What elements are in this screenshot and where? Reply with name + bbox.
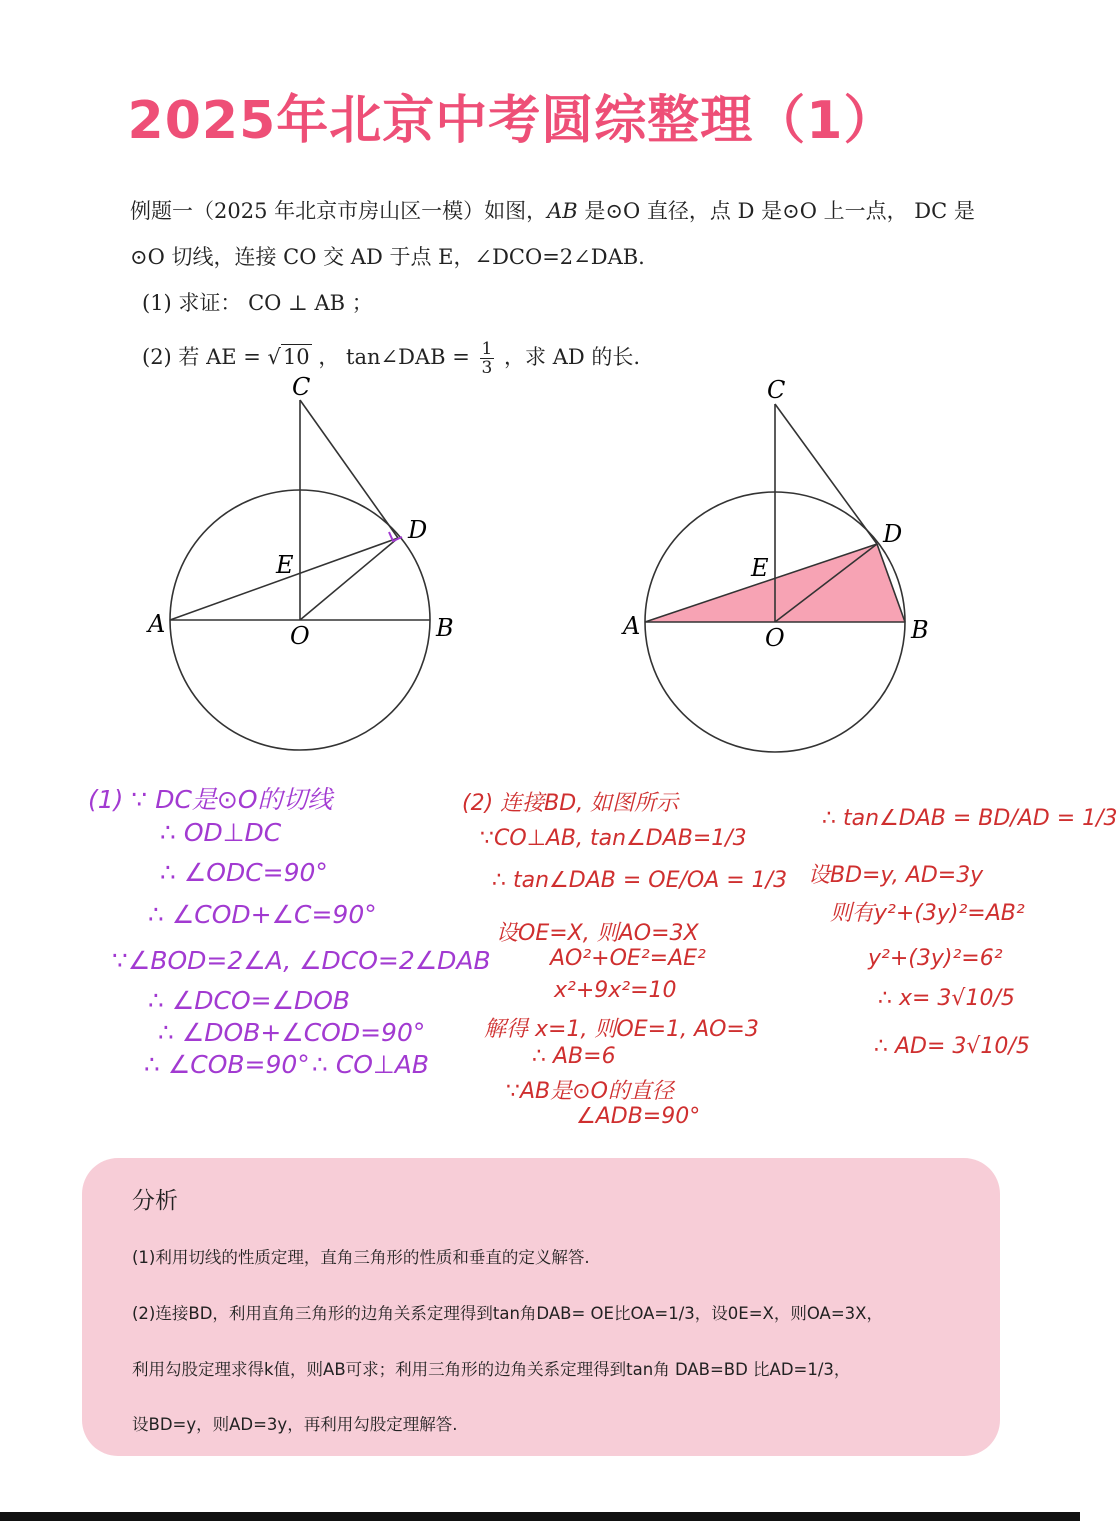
analysis-point-2: (2)连接BD，利用直角三角形的边角关系定理得到tan角DAB= OE比OA=1/3，设0E=X，则OA=3X， bbox=[132, 1304, 883, 1323]
label-a: A bbox=[148, 610, 166, 638]
problem-line-2: ⊙O 切线，连接 CO 交 AD 于点 E，∠DCO=2∠DAB. bbox=[130, 245, 645, 269]
question-2: (2) 若 AE = √10 ， tan∠DAB = $\frac{1}{3}$ ，求 AD 的长. bbox=[142, 339, 641, 378]
label-c: C bbox=[767, 376, 786, 404]
page-title: 2025年北京中考圆综整理（1） bbox=[127, 91, 897, 151]
segment-od bbox=[300, 538, 398, 620]
solution1-line: ∴ ∠COD+∠C=90° bbox=[148, 900, 377, 929]
solution1-line: ∵∠BOD=2∠A, ∠DCO=2∠DAB bbox=[112, 946, 491, 975]
label-d: D bbox=[408, 516, 428, 544]
analysis-box bbox=[82, 1158, 1000, 1456]
solution2-line: (2) 连接BD, 如图所示 bbox=[462, 791, 679, 816]
solution2b-line: 设BD=y, AD=3y bbox=[808, 863, 984, 888]
solution2b-line: 则有y²+(3y)²=AB² bbox=[830, 901, 1025, 926]
solution2-line: 设OE=X, 则AO=3X bbox=[496, 921, 699, 946]
label-b: B bbox=[436, 614, 454, 642]
solution2-line: AO²+OE²=AE² bbox=[550, 946, 706, 971]
problem-line-1: 例题一（2025 年北京市房山区一模）如图，AB 是⊙O 直径，点 D 是⊙O 上一点， DC 是 bbox=[130, 199, 975, 223]
solution1-line: ∴ ∠COB=90° bbox=[144, 1050, 310, 1079]
tangent-cd bbox=[775, 404, 877, 544]
solution1-line: ∴ ∠DOB+∠COD=90° bbox=[158, 1018, 426, 1047]
solution1-line: ∴ ∠ODC=90° bbox=[160, 858, 328, 887]
tangent-cd bbox=[300, 400, 398, 538]
solution2-line: ∴ AB=6 bbox=[532, 1044, 616, 1069]
label-e: E bbox=[751, 554, 769, 582]
solution2b-line: ∴ x= 3√10/5 bbox=[878, 986, 1015, 1011]
solution2b-line: ∴ tan∠DAB = BD/AD = 1/3 bbox=[822, 806, 1118, 831]
solution1-line: ∴ OD⊥DC bbox=[160, 818, 282, 847]
solution1-line: ∴ ∠DCO=∠DOB bbox=[148, 986, 351, 1015]
figure-2 bbox=[615, 372, 955, 762]
analysis-point-3: 利用勾股定理求得k值，则AB可求；利用三角形的边角关系定理得到tan角 DAB=BD 比AD=1/3， bbox=[132, 1360, 851, 1379]
fraction: $\frac{1}{3}$ bbox=[481, 339, 493, 378]
sqrt-value: 10 bbox=[282, 345, 310, 369]
analysis-point-1: (1)利用切线的性质定理，直角三角形的性质和垂直的定义解答. bbox=[132, 1248, 590, 1267]
label-o: O bbox=[765, 624, 785, 652]
label-b: B bbox=[911, 616, 929, 644]
problem-statement bbox=[130, 188, 990, 380]
solution1-line: ∴ CO⊥AB bbox=[312, 1050, 430, 1079]
label-a: A bbox=[623, 612, 641, 640]
label-o: O bbox=[290, 622, 310, 650]
solution2-line: ∵AB是⊙O的直径 bbox=[506, 1079, 674, 1104]
bottom-bar bbox=[0, 1512, 1080, 1521]
label-c: C bbox=[292, 373, 311, 401]
solution2-line: 解得 x=1, 则OE=1, AO=3 bbox=[484, 1017, 759, 1042]
figure-1 bbox=[140, 370, 480, 760]
label-e: E bbox=[276, 551, 294, 579]
analysis-heading: 分析 bbox=[132, 1188, 178, 1214]
solution1-line: (1) ∵ DC是⊙O的切线 bbox=[88, 785, 333, 814]
question-1: (1) 求证： CO ⊥ AB ； bbox=[142, 291, 373, 315]
solution2-line: ∠ADB=90° bbox=[576, 1104, 701, 1129]
solution2b-line: y²+(3y)²=6² bbox=[868, 946, 1003, 971]
analysis-point-4: 设BD=y，则AD=3y，再利用勾股定理解答. bbox=[132, 1415, 458, 1434]
ab-text: AB bbox=[547, 199, 578, 223]
solution2-line: x²+9x²=10 bbox=[554, 978, 677, 1003]
solution2-line: ∵CO⊥AB, tan∠DAB=1/3 bbox=[480, 826, 747, 851]
solution2-line: ∴ tan∠DAB = OE/OA = 1/3 bbox=[492, 868, 788, 893]
label-d: D bbox=[883, 520, 903, 548]
solution2b-line: ∴ AD= 3√10/5 bbox=[874, 1034, 1030, 1059]
